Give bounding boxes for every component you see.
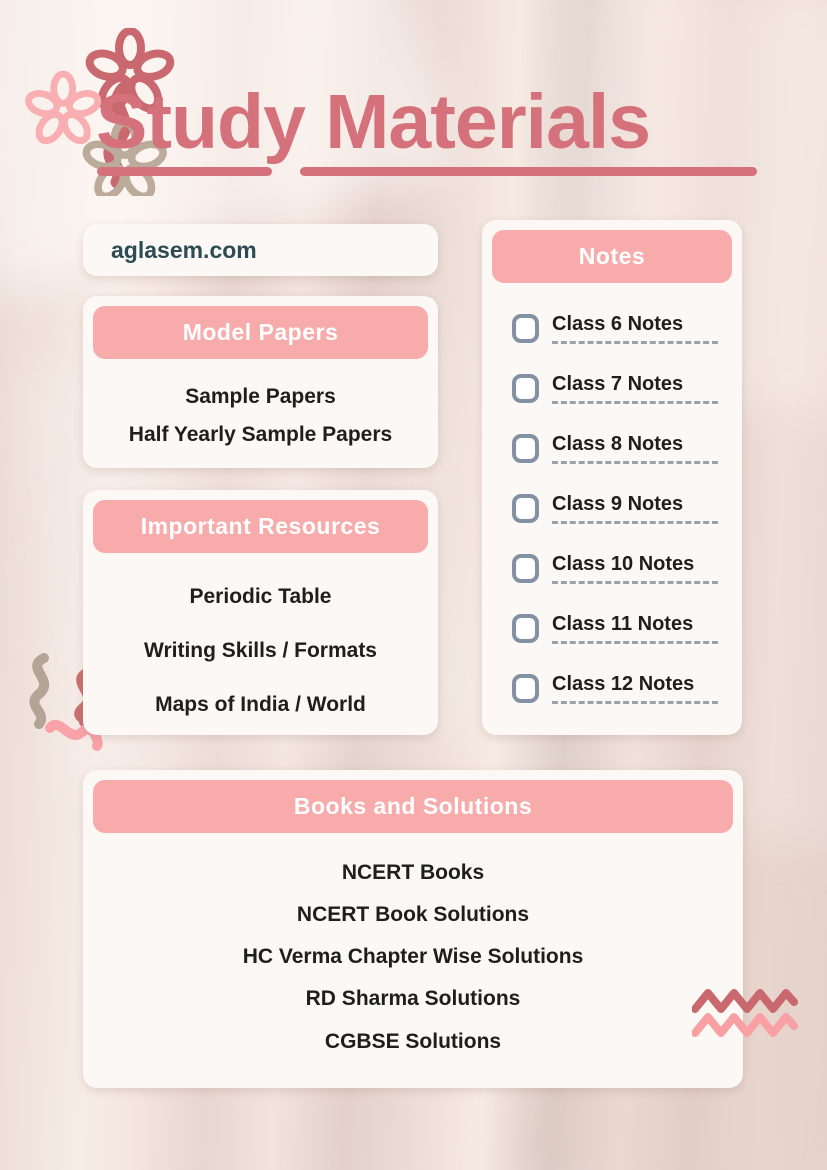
list-item [512, 673, 728, 704]
list-item[interactable]: NCERT Books [341, 861, 485, 884]
class-8-notes-checkbox[interactable] [512, 434, 539, 463]
notes-banner: Notes [492, 230, 732, 283]
list-item[interactable]: NCERT Book Solutions [296, 903, 530, 927]
check-label[interactable]: Class 9 Notes [552, 493, 718, 524]
zigzag-doodles-icon [692, 982, 798, 1040]
check-label[interactable]: Class 8 Notes [552, 433, 718, 464]
list-item [512, 613, 728, 644]
books-and-solutions-card [83, 770, 743, 1088]
list-item[interactable]: Maps of India / World [155, 693, 366, 717]
books-and-solutions-banner: Books and Solutions [93, 780, 733, 833]
list-item[interactable]: Sample Papers [185, 385, 336, 408]
check-label[interactable]: Class 6 Notes [552, 313, 718, 344]
important-resources-card [83, 490, 438, 735]
class-11-notes-checkbox[interactable] [512, 614, 539, 643]
list-item[interactable]: Half Yearly Sample Papers [128, 423, 393, 447]
list-item [512, 373, 728, 404]
model-papers-card [83, 296, 438, 468]
notes-card [482, 220, 742, 735]
list-item[interactable]: Writing Skills / Formats [144, 639, 377, 663]
important-resources-list [83, 585, 438, 717]
class-6-notes-checkbox[interactable] [512, 314, 539, 343]
website-card [83, 224, 438, 276]
zigzag-dark [695, 993, 794, 1009]
notes-checklist [512, 313, 728, 704]
title-underline [300, 167, 757, 176]
title-underline [97, 167, 272, 176]
class-9-notes-checkbox[interactable] [512, 494, 539, 523]
list-item[interactable]: CGBSE Solutions [324, 1029, 502, 1053]
class-10-notes-checkbox[interactable] [512, 554, 539, 583]
check-label[interactable]: Class 7 Notes [552, 373, 718, 404]
check-label[interactable]: Class 12 Notes [552, 673, 718, 704]
page-title: Study Materials [96, 79, 651, 165]
books-and-solutions-list [83, 861, 743, 1054]
model-papers-list [83, 385, 438, 447]
check-label[interactable]: Class 11 Notes [552, 613, 718, 644]
website-link[interactable]: aglasem.com [111, 236, 257, 263]
squiggle-tan [34, 658, 44, 724]
list-item[interactable]: Periodic Table [189, 585, 332, 608]
check-label[interactable]: Class 10 Notes [552, 553, 718, 584]
zigzag-light [695, 1017, 794, 1033]
list-item [512, 493, 728, 524]
model-papers-banner: Model Papers [93, 306, 428, 359]
list-item[interactable]: RD Sharma Solutions [305, 987, 521, 1011]
list-item [512, 553, 728, 584]
list-item [512, 313, 728, 344]
class-12-notes-checkbox[interactable] [512, 674, 539, 703]
flower-light-pink-icon [26, 74, 101, 145]
important-resources-banner: Important Resources [93, 500, 428, 553]
list-item[interactable]: HC Verma Chapter Wise Solutions [242, 945, 584, 969]
list-item [512, 433, 728, 464]
class-7-notes-checkbox[interactable] [512, 374, 539, 403]
